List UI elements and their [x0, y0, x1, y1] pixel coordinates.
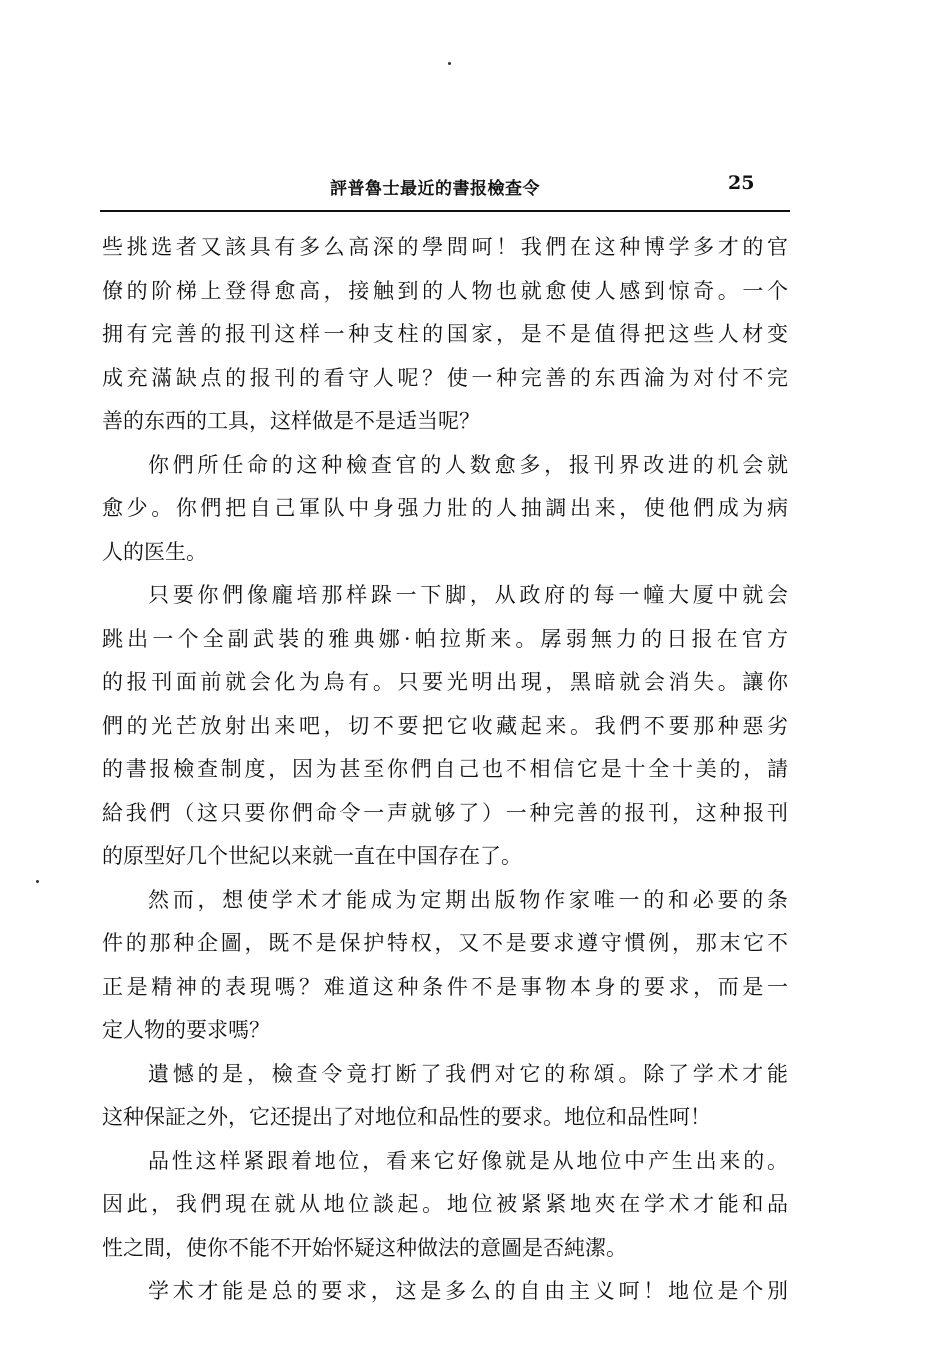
text-line: 跳出一个全副武裝的雅典娜·帕拉斯来。孱弱無力的日报在官方: [102, 626, 788, 651]
text-line: 拥有完善的报刊这样一种支柱的国家，是不是值得把这些人材变: [102, 322, 788, 346]
text-line: 这种保証之外，它还提出了对地位和品性的要求。地位和品性呵！: [102, 1105, 711, 1129]
text-line: 件的那种企圖，既不是保护特权，又不是要求遵守慣例，那末它不: [102, 931, 788, 955]
text-line: 些挑选者又該具有多么高深的學問呵！我們在这种博学多才的官: [102, 235, 788, 259]
text-line: 們的光芒放射出来吧，切不要把它收藏起来。我們不要那种惡劣: [102, 713, 788, 738]
text-line: 然而，想使学术才能成为定期出版物作家唯一的和必要的条: [148, 887, 788, 912]
text-line: 性之間，使你不能不开始怀疑这种做法的意圖是否純潔。: [102, 1235, 627, 1260]
text-line: 学术才能是总的要求，这是多么的自由主义呵！地位是个別: [148, 1279, 788, 1303]
text-line: 的書报檢查制度，因为甚至你們自己也不相信它是十全十美的，請: [102, 757, 788, 781]
text-line: 的原型好几个世紀以来就一直在中国存在了。: [102, 844, 522, 868]
text-line: 定人物的要求嗎？: [102, 1018, 270, 1042]
page-number: 25: [728, 172, 755, 194]
text-line: 只要你們像龐培那样跺一下脚，从政府的每一幢大厦中就会: [148, 583, 788, 607]
text-line: 的报刊面前就会化为烏有。只要光明出現，黑暗就会消失。讓你: [102, 670, 788, 694]
text-line: 給我們（这只要你們命令一声就够了）一种完善的报刊，这种报刊: [102, 800, 788, 825]
body-text: [102, 226, 788, 1314]
text-line: 你們所任命的这种檢查官的人数愈多，报刊界改进的机会就: [148, 452, 788, 477]
text-line: 人的医生。: [102, 539, 207, 564]
page-header: [100, 168, 790, 208]
running-title: 評普魯士最近的書报檢查令: [330, 179, 540, 199]
text-line: 愈少。你們把自己軍队中身强力壯的人抽調出来，使他們成为病: [102, 496, 788, 520]
scan-speck: [36, 880, 39, 883]
text-line: 成充滿缺点的报刊的看守人呢？使一种完善的东西淪为对付不完: [102, 365, 788, 390]
text-line: 品性这样紧跟着地位，看来它好像就是从地位中产生出来的。: [148, 1148, 788, 1173]
scan-speck: [448, 62, 451, 65]
text-line: 正是精神的表現嗎？难道这种条件不是事物本身的要求，而是一: [102, 974, 788, 999]
text-line: 遺憾的是，檢查令竟打断了我們对它的称頌。除了学术才能: [148, 1061, 788, 1086]
text-line: 因此，我們現在就从地位談起。地位被紧紧地夾在学术才能和品: [102, 1192, 788, 1216]
header-rule: [100, 210, 790, 212]
text-line: 善的东西的工具，这样做是不是适当呢？: [102, 409, 480, 433]
text-line: 僚的阶梯上登得愈高，接触到的人物也就愈使人感到惊奇。一个: [102, 278, 788, 303]
